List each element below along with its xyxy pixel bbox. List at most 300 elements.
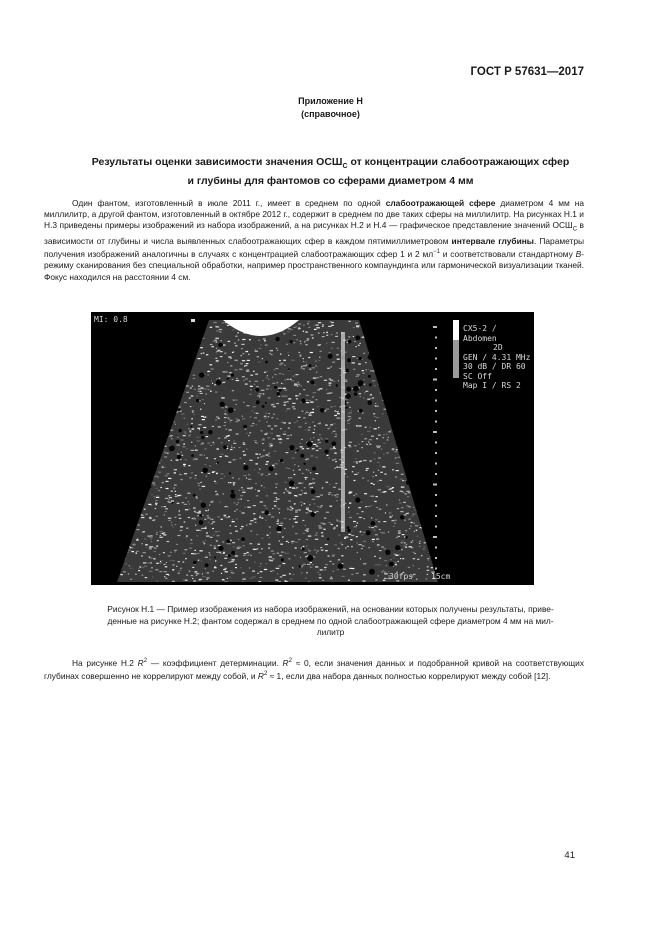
anechoic-sphere [156, 364, 160, 368]
speckle-dot [429, 461, 431, 462]
speckle-dot [378, 427, 380, 428]
speckle-dot [338, 380, 339, 381]
anechoic-sphere [276, 526, 281, 531]
speckle-dot [422, 397, 423, 398]
speckle-dot [381, 546, 384, 547]
speckle-dot [360, 558, 361, 559]
speckle-dot [295, 522, 298, 523]
speckle-dot [307, 323, 308, 324]
speckle-dot [305, 530, 308, 531]
speckle-dot [359, 418, 361, 419]
speckle-dot [373, 484, 375, 485]
speckle-dot [232, 477, 234, 478]
depth-tick [435, 358, 437, 360]
speckle-dot [155, 340, 157, 341]
speckle-dot [162, 371, 165, 372]
speckle-dot [380, 472, 383, 473]
speckle-dot [249, 381, 251, 382]
speckle-dot [405, 440, 408, 441]
speckle-dot [147, 562, 149, 563]
speckle-dot [356, 326, 359, 327]
speckle-dot [117, 453, 119, 454]
speckle-dot [254, 469, 255, 470]
speckle-dot [174, 472, 176, 473]
speckle-dot [386, 434, 387, 435]
speckle-dot [316, 377, 319, 378]
speckle-dot [118, 407, 119, 408]
speckle-dot [246, 478, 247, 479]
speckle-dot [118, 377, 121, 378]
speckle-dot [376, 507, 377, 508]
speckle-dot [429, 480, 432, 481]
anechoic-sphere [346, 394, 351, 399]
speckle-dot [268, 397, 271, 398]
speckle-dot [259, 552, 262, 553]
speckle-dot [152, 520, 155, 521]
speckle-dot [237, 420, 240, 421]
anechoic-sphere [132, 381, 137, 386]
speckle-dot [396, 425, 397, 426]
speckle-dot [422, 377, 423, 378]
depth-tick [435, 547, 437, 549]
anechoic-sphere [400, 515, 404, 519]
speckle-dot [169, 331, 171, 332]
speckle-dot [301, 439, 303, 440]
speckle-dot [280, 523, 283, 524]
speckle-dot [255, 381, 258, 382]
speckle-dot [375, 403, 376, 404]
speckle-dot [216, 330, 218, 331]
speckle-dot [189, 431, 191, 432]
speckle-dot [196, 396, 198, 397]
speckle-dot [138, 345, 139, 346]
speckle-dot [265, 520, 267, 521]
speckle-dot [144, 355, 146, 356]
speckle-dot [312, 478, 314, 479]
speckle-dot [232, 519, 233, 520]
speckle-dot [409, 343, 411, 344]
anechoic-sphere [264, 510, 269, 515]
speckle-dot [397, 365, 400, 366]
speckle-dot [288, 352, 289, 353]
speckle-dot [320, 569, 323, 570]
speckle-dot [223, 569, 226, 570]
speckle-dot [421, 503, 424, 504]
speckle-dot [144, 539, 147, 540]
speckle-dot [431, 567, 433, 568]
speckle-dot [209, 554, 211, 555]
speckle-dot [406, 491, 410, 492]
speckle-dot [258, 420, 260, 421]
speckle-dot [224, 515, 227, 516]
speckle-dot [229, 422, 231, 423]
speckle-dot [181, 439, 184, 440]
speckle-dot [423, 548, 425, 549]
speckle-dot [304, 552, 307, 553]
speckle-dot [321, 550, 324, 551]
speckle-dot [130, 461, 132, 462]
speckle-dot [336, 525, 338, 526]
speckle-dot [409, 335, 411, 336]
speckle-dot [412, 540, 413, 541]
speckle-dot [361, 502, 363, 503]
speckle-dot [254, 440, 257, 441]
speckle-dot [267, 385, 270, 386]
speckle-dot [150, 360, 152, 361]
speckle-dot [164, 467, 165, 468]
speckle-dot [313, 325, 314, 326]
speckle-dot [114, 566, 117, 567]
speckle-dot [409, 546, 412, 547]
speckle-dot [375, 343, 377, 344]
speckle-dot [178, 406, 181, 407]
speckle-dot [315, 361, 317, 362]
speckle-dot [400, 542, 403, 543]
speckle-dot [241, 355, 243, 356]
speckle-dot [153, 433, 156, 434]
speckle-dot [432, 324, 433, 325]
speckle-dot [191, 450, 194, 451]
speckle-dot [202, 573, 203, 574]
speckle-dot [222, 382, 223, 383]
speckle-dot [223, 382, 225, 383]
speckle-dot [189, 571, 191, 572]
speckle-dot [373, 370, 375, 371]
speckle-dot [121, 436, 124, 437]
speckle-dot [378, 521, 380, 522]
speckle-dot [224, 568, 227, 569]
speckle-dot [419, 379, 422, 380]
speckle-dot [167, 384, 169, 385]
speckle-dot [181, 413, 184, 414]
speckle-dot [114, 491, 117, 492]
speckle-dot [119, 338, 122, 339]
speckle-dot [299, 327, 300, 328]
speckle-dot [380, 392, 383, 393]
speckle-dot [207, 371, 210, 372]
speckle-dot [241, 344, 244, 345]
speckle-dot [185, 558, 187, 559]
speckle-dot [373, 355, 375, 356]
speckle-dot [372, 539, 375, 540]
speckle-dot [224, 476, 225, 477]
speckle-dot [286, 410, 287, 411]
speckle-dot [345, 537, 349, 538]
speckle-dot [312, 499, 315, 500]
depth-tick [435, 557, 437, 559]
speckle-dot [307, 448, 310, 449]
speckle-dot [196, 530, 199, 531]
speckle-dot [242, 572, 245, 573]
speckle-dot [437, 423, 439, 424]
speckle-dot [308, 548, 309, 549]
speckle-dot [312, 337, 314, 338]
speckle-dot [133, 438, 135, 439]
speckle-dot [418, 439, 420, 440]
speckle-dot [176, 412, 178, 413]
speckle-dot [149, 463, 152, 464]
speckle-dot [310, 562, 312, 563]
speckle-dot [275, 473, 277, 474]
speckle-dot [282, 563, 285, 564]
speckle-dot [224, 437, 227, 438]
speckle-dot [182, 561, 184, 562]
speckle-dot [184, 521, 186, 522]
speckle-dot [122, 558, 124, 559]
speckle-dot [117, 325, 119, 326]
speckle-dot [171, 522, 172, 523]
speckle-dot [223, 553, 225, 554]
speckle-dot [207, 443, 210, 444]
speckle-dot [179, 510, 180, 511]
p2-text-c: — коэффициент детерминации. [147, 657, 283, 668]
speckle-dot [222, 407, 224, 408]
speckle-dot [322, 488, 323, 489]
speckle-dot [277, 350, 278, 351]
speckle-dot [141, 497, 143, 498]
speckle-dot [256, 386, 259, 387]
speckle-dot [199, 400, 201, 401]
speckle-dot [172, 392, 174, 393]
speckle-dot [209, 559, 211, 560]
speckle-dot [167, 541, 170, 542]
ultrasound-image [91, 312, 534, 585]
speckle-dot [157, 476, 158, 477]
speckle-dot [246, 433, 248, 434]
speckle-dot [207, 374, 209, 375]
speckle-dot [284, 518, 287, 519]
speckle-dot [180, 366, 182, 367]
anechoic-sphere [311, 489, 316, 494]
speckle-dot [148, 481, 150, 482]
speckle-dot [120, 330, 121, 331]
speckle-dot [165, 381, 168, 382]
speckle-dot [301, 368, 303, 369]
speckle-dot [118, 410, 121, 411]
speckle-dot [225, 455, 226, 456]
speckle-dot [201, 332, 204, 333]
speckle-dot [191, 423, 193, 424]
speckle-dot [400, 558, 401, 559]
speckle-dot [434, 458, 436, 459]
speckle-dot [314, 329, 317, 330]
speckle-dot [331, 577, 333, 578]
speckle-dot [297, 421, 298, 422]
speckle-dot [133, 335, 134, 336]
speckle-dot [338, 548, 340, 549]
speckle-dot [239, 369, 242, 370]
speckle-dot [367, 431, 371, 432]
speckle-dot [227, 448, 229, 449]
speckle-dot [170, 375, 171, 376]
speckle-dot [407, 406, 408, 407]
speckle-dot [277, 418, 279, 419]
speckle-dot [145, 482, 146, 483]
speckle-dot [266, 389, 269, 390]
speckle-dot [363, 353, 365, 354]
speckle-dot [356, 573, 359, 574]
speckle-dot [352, 362, 355, 363]
speckle-dot [390, 379, 392, 380]
info-gain: 30 dB / DR 60 [463, 362, 526, 371]
speckle-dot [409, 351, 410, 352]
speckle-dot [159, 434, 160, 435]
speckle-dot [216, 540, 218, 541]
title-part-c: и глубины для фантомов со сферами диаметром 4 мм [187, 175, 474, 188]
speckle-dot [421, 478, 424, 479]
speckle-dot [431, 446, 433, 447]
speckle-dot [408, 341, 411, 342]
depth-tick [433, 379, 437, 381]
anechoic-sphere [268, 466, 273, 471]
speckle-dot [280, 354, 281, 355]
speckle-dot [160, 388, 163, 389]
speckle-dot [428, 339, 431, 340]
speckle-dot [426, 321, 428, 322]
anechoic-sphere [406, 407, 411, 412]
speckle-dot [310, 472, 311, 473]
speckle-dot [358, 363, 361, 364]
speckle-dot [295, 395, 297, 396]
speckle-dot [429, 536, 431, 537]
speckle-dot [406, 544, 408, 545]
speckle-dot [416, 530, 418, 531]
speckle-dot [131, 427, 133, 428]
speckle-dot [185, 365, 187, 366]
speckle-dot [224, 353, 226, 354]
speckle-dot [363, 574, 366, 575]
speckle-dot [245, 378, 248, 379]
speckle-dot [214, 384, 216, 385]
anechoic-sphere [228, 407, 234, 413]
speckle-dot [178, 561, 180, 562]
speckle-dot [324, 569, 326, 570]
speckle-dot [138, 525, 140, 526]
speckle-dot [236, 518, 238, 519]
speckle-dot [141, 486, 143, 487]
speckle-dot [384, 474, 386, 475]
speckle-dot [119, 392, 121, 393]
speckle-dot [401, 405, 402, 406]
speckle-dot [374, 428, 377, 429]
speckle-dot [173, 337, 175, 338]
speckle-dot [112, 451, 115, 452]
p1-italic-b: B [575, 249, 582, 260]
speckle-dot [212, 383, 213, 384]
speckle-dot [361, 434, 363, 435]
speckle-dot [250, 375, 253, 376]
speckle-dot [424, 448, 425, 449]
speckle-dot [405, 453, 407, 454]
speckle-dot [216, 352, 217, 353]
speckle-dot [296, 374, 299, 375]
speckle-dot [363, 413, 364, 414]
speckle-dot [305, 429, 307, 430]
anechoic-sphere [199, 520, 204, 525]
speckle-dot [162, 440, 164, 441]
speckle-dot [397, 561, 399, 562]
speckle-dot [238, 499, 240, 500]
speckle-dot [148, 330, 151, 331]
speckle-dot [327, 400, 331, 401]
speckle-dot [330, 380, 333, 381]
speckle-dot [123, 571, 126, 572]
speckle-dot [135, 411, 138, 412]
speckle-dot [284, 390, 287, 391]
speckle-dot [269, 526, 271, 527]
speckle-dot [114, 394, 115, 395]
speckle-dot [186, 537, 188, 538]
speckle-dot [332, 556, 335, 557]
speckle-dot [253, 505, 256, 506]
speckle-dot [418, 442, 421, 443]
speckle-dot [163, 534, 166, 535]
speckle-dot [413, 552, 416, 553]
speckle-dot [427, 558, 430, 559]
anechoic-sphere [265, 402, 267, 404]
speckle-dot [438, 372, 440, 373]
speckle-dot [400, 491, 403, 492]
speckle-dot [334, 459, 336, 460]
speckle-dot [164, 571, 167, 572]
speckle-dot [124, 400, 127, 401]
speckle-dot [202, 338, 205, 339]
speckle-dot [424, 546, 426, 547]
speckle-dot [130, 321, 132, 322]
speckle-dot [224, 413, 226, 414]
speckle-dot [156, 546, 158, 547]
speckle-dot [368, 480, 369, 481]
speckle-dot [235, 369, 238, 370]
anechoic-sphere [164, 398, 168, 402]
speckle-dot [232, 390, 234, 391]
speckle-dot [439, 321, 440, 322]
speckle-dot [255, 351, 258, 352]
speckle-dot [374, 327, 377, 328]
speckle-dot [414, 413, 417, 414]
speckle-dot [201, 387, 204, 388]
speckle-dot [182, 502, 185, 503]
speckle-dot [114, 404, 116, 405]
speckle-dot [192, 349, 195, 350]
speckle-dot [246, 363, 249, 364]
speckle-dot [155, 503, 158, 504]
speckle-dot [303, 546, 305, 547]
anechoic-sphere [229, 472, 231, 474]
speckle-dot [249, 488, 252, 489]
speckle-dot [243, 402, 244, 403]
speckle-dot [158, 462, 160, 463]
speckle-dot [292, 574, 295, 575]
speckle-dot [283, 333, 285, 334]
speckle-dot [393, 424, 396, 425]
speckle-dot [332, 582, 334, 583]
speckle-dot [170, 552, 172, 553]
speckle-dot [331, 348, 332, 349]
speckle-dot [362, 511, 364, 512]
speckle-dot [193, 375, 196, 376]
speckle-dot [348, 445, 351, 446]
speckle-dot [211, 523, 213, 524]
speckle-dot [248, 354, 249, 355]
speckle-dot [116, 461, 118, 462]
speckle-dot [376, 496, 378, 497]
speckle-dot [235, 336, 237, 337]
speckle-dot [209, 552, 211, 553]
speckle-dot [243, 579, 246, 580]
speckle-dot [122, 399, 124, 400]
speckle-dot [411, 335, 413, 336]
